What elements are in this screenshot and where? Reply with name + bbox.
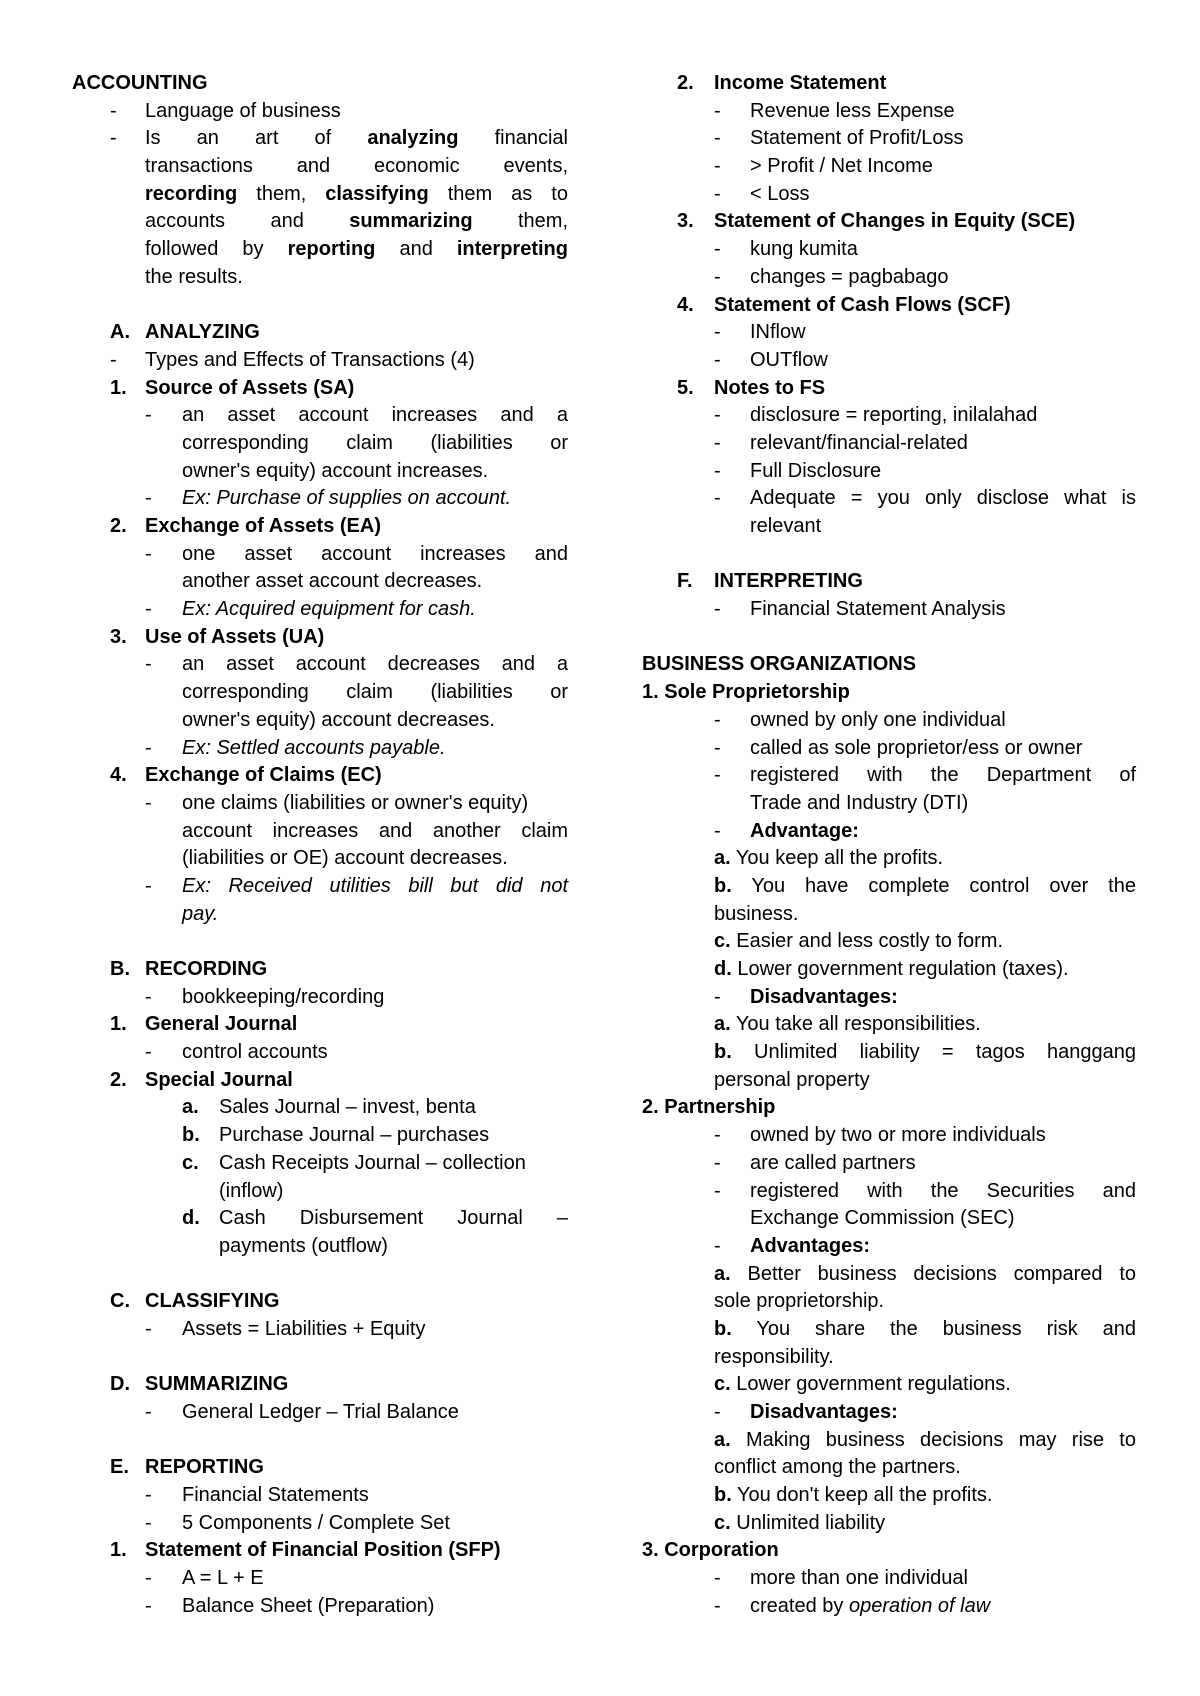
right-line <box>642 98 1136 126</box>
line-text: REPORTING <box>145 1456 264 1479</box>
list-marker: - <box>714 736 721 759</box>
line-text: Ex: Acquired equipment for cash. <box>182 598 476 621</box>
line-text: Exchange Commission (SEC) <box>750 1207 1015 1230</box>
line-text: one claims (liabilities or owner's equity) <box>182 791 529 814</box>
right-line <box>642 1510 1136 1538</box>
blank-line <box>642 624 1136 652</box>
left-line <box>72 1565 568 1593</box>
line-text: c. Unlimited liability <box>714 1511 886 1534</box>
line-text: b. You have complete control over the <box>714 874 1136 897</box>
line-text: Advantage: <box>750 819 859 842</box>
right-line <box>642 928 1136 956</box>
line-text: Cash Receipts Journal – collection <box>219 1151 526 1174</box>
left-line <box>72 1371 568 1399</box>
list-marker: - <box>714 1124 721 1147</box>
right-line <box>642 1039 1136 1067</box>
list-marker: - <box>714 238 721 261</box>
line-text: personal property <box>714 1068 870 1091</box>
line-text: responsibility. <box>714 1345 834 1368</box>
left-line <box>72 1178 568 1206</box>
line-text: pay. <box>182 902 219 925</box>
list-marker: - <box>714 99 721 122</box>
list-marker: 2. <box>677 72 694 94</box>
line-text: recording them, classifying them as to <box>145 182 568 205</box>
right-line <box>642 1261 1136 1289</box>
line-text: (liabilities or OE) account decreases. <box>182 847 508 870</box>
line-text: corresponding claim (liabilities or <box>182 431 568 454</box>
left-line <box>72 513 568 541</box>
right-line <box>642 762 1136 790</box>
line-text: General Journal <box>145 1013 298 1036</box>
list-marker: - <box>714 1234 721 1257</box>
list-marker: 1. <box>110 376 127 399</box>
left-line <box>72 596 568 624</box>
right-line <box>642 1316 1136 1344</box>
line-text: b. You don't keep all the profits. <box>714 1484 993 1507</box>
left-line <box>72 236 568 264</box>
right-line <box>642 1205 1136 1233</box>
left-line <box>72 1482 568 1510</box>
list-marker: - <box>714 321 721 344</box>
left-line <box>72 1593 568 1621</box>
line-text: Statement of Financial Position (SFP) <box>145 1539 501 1562</box>
left-line <box>72 153 568 181</box>
line-text: Language of business <box>145 99 341 122</box>
left-line <box>72 901 568 929</box>
right-line <box>642 956 1136 984</box>
right-line <box>642 596 1136 624</box>
list-marker: - <box>145 1567 152 1590</box>
left-line <box>72 818 568 846</box>
right-line <box>642 458 1136 486</box>
list-marker: - <box>714 819 721 842</box>
line-text: a. Making business decisions may rise to <box>714 1428 1136 1451</box>
line-text: 5 Components / Complete Set <box>182 1511 450 1534</box>
line-text: owner's equity) account increases. <box>182 459 489 482</box>
line-text: business. <box>714 902 799 925</box>
left-line <box>72 541 568 569</box>
left-line <box>72 956 568 984</box>
line-text: conflict among the partners. <box>714 1456 961 1479</box>
line-text: d. Lower government regulation (taxes). <box>714 958 1069 980</box>
list-marker: - <box>145 542 152 565</box>
list-marker: 1. <box>110 1539 127 1562</box>
line-text: owned by only one individual <box>750 708 1006 731</box>
right-line <box>642 125 1136 153</box>
line-text: followed by reporting and interpreting <box>145 238 568 261</box>
line-text: Financial Statement Analysis <box>750 598 1006 621</box>
line-text: Disadvantages: <box>750 985 898 1008</box>
right-line <box>642 901 1136 929</box>
right-line <box>642 1371 1136 1399</box>
line-text: transactions and economic events, <box>145 155 568 178</box>
left-line <box>72 1233 568 1261</box>
right-line <box>642 181 1136 209</box>
right-line <box>642 1233 1136 1261</box>
left-line <box>72 1122 568 1150</box>
list-marker: - <box>145 1484 152 1507</box>
left-line <box>72 651 568 679</box>
list-marker: - <box>714 459 721 482</box>
line-text: Special Journal <box>145 1068 293 1091</box>
left-line <box>72 873 568 901</box>
left-line <box>72 264 568 292</box>
list-marker: - <box>145 736 152 759</box>
line-text: Income Statement <box>714 72 887 94</box>
left-line <box>72 70 568 98</box>
list-marker: 4. <box>110 764 127 787</box>
blank-line <box>72 292 568 320</box>
left-line <box>72 347 568 375</box>
left-line <box>72 402 568 430</box>
line-text: an asset account increases and a <box>182 404 568 427</box>
left-line <box>72 1150 568 1178</box>
line-text: c. Lower government regulations. <box>714 1373 1011 1396</box>
line-text: more than one individual <box>750 1567 968 1590</box>
line-text: A = L + E <box>182 1567 264 1590</box>
left-line <box>72 1205 568 1233</box>
line-text: an asset account decreases and a <box>182 653 568 676</box>
line-text: 1. Sole Proprietorship <box>642 681 850 704</box>
list-marker: - <box>145 487 152 510</box>
right-line <box>642 845 1136 873</box>
blank-line <box>72 1261 568 1289</box>
left-line <box>72 1537 568 1565</box>
right-line <box>642 1427 1136 1455</box>
list-marker: 1. <box>110 1013 127 1036</box>
line-text: sole proprietorship. <box>714 1290 885 1313</box>
line-text: disclosure = reporting, inilalahad <box>750 404 1038 427</box>
left-line <box>72 208 568 236</box>
blank-line <box>72 1344 568 1372</box>
line-text: < Loss <box>750 182 810 205</box>
line-text: c. Easier and less costly to form. <box>714 930 1004 953</box>
line-text: payments (outflow) <box>219 1234 388 1257</box>
left-line <box>72 1288 568 1316</box>
line-text: b. You share the business risk and <box>714 1317 1136 1340</box>
list-marker: - <box>714 127 721 150</box>
left-line <box>72 458 568 486</box>
list-marker: - <box>714 1401 721 1423</box>
list-marker: - <box>110 99 117 122</box>
line-text: Exchange of Claims (EC) <box>145 764 382 787</box>
line-text: Source of Assets (SA) <box>145 376 355 399</box>
list-marker: - <box>714 155 721 178</box>
list-marker: 2. <box>110 515 127 537</box>
line-text: accounts and summarizing them, <box>145 210 568 233</box>
left-line <box>72 181 568 209</box>
line-text: corresponding claim (liabilities or <box>182 681 568 704</box>
line-text: 3. Corporation <box>642 1539 779 1562</box>
right-line <box>642 375 1136 403</box>
list-marker: - <box>145 598 152 621</box>
right-line <box>642 1344 1136 1372</box>
list-marker: d. <box>182 1207 200 1230</box>
left-line <box>72 679 568 707</box>
list-marker: - <box>714 265 721 288</box>
list-marker: - <box>714 985 721 1008</box>
right-line <box>642 485 1136 513</box>
line-text: a. You keep all the profits. <box>714 847 944 870</box>
left-line <box>72 790 568 818</box>
right-line <box>642 264 1136 292</box>
list-marker: - <box>714 598 721 621</box>
line-text: Ex: Purchase of supplies on account. <box>182 487 512 510</box>
blank-line <box>642 541 1136 569</box>
list-marker: - <box>714 764 721 787</box>
line-text: b. Unlimited liability = tagos hanggang <box>714 1041 1136 1064</box>
blank-line <box>72 928 568 956</box>
line-text: control accounts <box>182 1041 328 1064</box>
right-column <box>642 70 1136 1621</box>
line-text: owner's equity) account decreases. <box>182 708 495 731</box>
line-text: OUTflow <box>750 348 828 371</box>
line-text: Cash Disbursement Journal – <box>219 1207 568 1230</box>
list-marker: b. <box>182 1124 200 1147</box>
right-line <box>642 1593 1136 1621</box>
right-line <box>642 430 1136 458</box>
line-text: BUSINESS ORGANIZATIONS <box>642 653 917 676</box>
left-line <box>72 319 568 347</box>
right-line <box>642 790 1136 818</box>
list-marker: F. <box>677 570 693 593</box>
line-text: INflow <box>750 321 806 344</box>
line-text: Revenue less Expense <box>750 99 955 122</box>
list-marker: 3. <box>677 210 694 233</box>
list-marker: - <box>145 653 152 676</box>
right-line <box>642 347 1136 375</box>
line-text: another asset account decreases. <box>182 570 483 593</box>
left-line <box>72 1067 568 1095</box>
list-marker: - <box>145 874 152 897</box>
list-marker: - <box>145 1594 152 1617</box>
left-line <box>72 1510 568 1538</box>
line-text: bookkeeping/recording <box>182 985 385 1008</box>
list-marker: A. <box>110 321 130 344</box>
left-line <box>72 762 568 790</box>
line-text: Statement of Changes in Equity (SCE) <box>714 210 1076 233</box>
line-text: Full Disclosure <box>750 459 882 482</box>
left-line <box>72 485 568 513</box>
list-marker: - <box>714 1567 721 1590</box>
list-marker: - <box>714 348 721 371</box>
line-text: > Profit / Net Income <box>750 155 933 178</box>
line-text: Statement of Profit/Loss <box>750 127 964 150</box>
right-line <box>642 1178 1136 1206</box>
list-marker: - <box>145 985 152 1008</box>
list-marker: 2. <box>110 1068 127 1091</box>
left-line <box>72 1011 568 1039</box>
right-line <box>642 513 1136 541</box>
line-text: registered with the Department of <box>750 764 1136 787</box>
list-marker: - <box>714 431 721 454</box>
right-line <box>642 1482 1136 1510</box>
right-line <box>642 236 1136 264</box>
left-line <box>72 1399 568 1427</box>
right-line <box>642 1537 1136 1565</box>
line-text: Types and Effects of Transactions (4) <box>145 348 475 371</box>
line-text: Advantages: <box>750 1234 871 1257</box>
left-line <box>72 125 568 153</box>
right-line <box>642 1454 1136 1482</box>
line-text: created by operation of law <box>750 1594 991 1617</box>
line-text: ANALYZING <box>145 321 260 344</box>
right-line <box>642 402 1136 430</box>
line-text: Assets = Liabilities + Equity <box>182 1317 426 1340</box>
right-line <box>642 1067 1136 1095</box>
list-marker: - <box>145 791 152 814</box>
list-marker: - <box>145 404 152 427</box>
right-line <box>642 319 1136 347</box>
list-marker: 4. <box>677 293 694 316</box>
right-line <box>642 818 1136 846</box>
right-line <box>642 1399 1136 1427</box>
line-text: INTERPRETING <box>714 570 863 593</box>
line-text: Ex: Received utilities bill but did not <box>182 874 568 897</box>
line-text: Adequate = you only disclose what is <box>750 487 1136 510</box>
list-marker: - <box>714 182 721 205</box>
line-text: General Ledger – Trial Balance <box>182 1401 459 1423</box>
line-text: relevant <box>750 515 822 537</box>
list-marker: E. <box>110 1456 129 1479</box>
left-line <box>72 735 568 763</box>
right-line <box>642 568 1136 596</box>
right-line <box>642 1094 1136 1122</box>
right-line <box>642 707 1136 735</box>
line-text: RECORDING <box>145 958 268 980</box>
left-line <box>72 375 568 403</box>
list-marker: B. <box>110 958 130 980</box>
list-marker: - <box>714 1179 721 1202</box>
line-text: Trade and Industry (DTI) <box>750 791 969 814</box>
line-text: are called partners <box>750 1151 916 1174</box>
line-text: Ex: Settled accounts payable. <box>182 736 446 759</box>
left-line <box>72 568 568 596</box>
right-line <box>642 873 1136 901</box>
line-text: Statement of Cash Flows (SCF) <box>714 293 1011 316</box>
list-marker: - <box>145 1511 152 1534</box>
list-marker: - <box>145 1041 152 1064</box>
line-text: (inflow) <box>219 1179 284 1202</box>
line-text: 2. Partnership <box>642 1096 776 1119</box>
line-text: registered with the Securities and <box>750 1179 1136 1202</box>
blank-line <box>72 1427 568 1455</box>
line-text: Is an art of analyzing financial <box>145 127 568 150</box>
right-line <box>642 679 1136 707</box>
left-line <box>72 1316 568 1344</box>
list-marker: - <box>145 1401 152 1423</box>
list-marker: 5. <box>677 376 694 399</box>
list-marker: - <box>110 348 117 371</box>
line-text: the results. <box>145 265 243 288</box>
right-line <box>642 1565 1136 1593</box>
line-text: owned by two or more individuals <box>750 1124 1046 1147</box>
list-marker: D. <box>110 1373 130 1396</box>
line-text: changes = pagbabago <box>750 265 949 288</box>
left-column <box>72 70 568 1621</box>
line-text: Purchase Journal – purchases <box>219 1124 490 1147</box>
list-marker: c. <box>182 1151 199 1174</box>
right-line <box>642 292 1136 320</box>
list-marker: - <box>145 1317 152 1340</box>
line-text: Disadvantages: <box>750 1401 898 1423</box>
left-line <box>72 845 568 873</box>
line-text: Sales Journal – invest, benta <box>219 1096 476 1119</box>
left-line <box>72 1039 568 1067</box>
left-line <box>72 984 568 1012</box>
line-text: Notes to FS <box>714 376 826 399</box>
list-marker: 3. <box>110 625 127 648</box>
line-text: Exchange of Assets (EA) <box>145 515 381 537</box>
right-line <box>642 984 1136 1012</box>
left-line <box>72 624 568 652</box>
line-text: Use of Assets (UA) <box>145 625 325 648</box>
line-text: a. Better business decisions compared to <box>714 1262 1136 1285</box>
right-line <box>642 735 1136 763</box>
line-text: ACCOUNTING <box>72 72 208 94</box>
list-marker: C. <box>110 1290 130 1313</box>
line-text: relevant/financial-related <box>750 431 968 454</box>
list-marker: a. <box>182 1096 199 1119</box>
line-text: Financial Statements <box>182 1484 369 1507</box>
right-line <box>642 1011 1136 1039</box>
right-line <box>642 153 1136 181</box>
right-line <box>642 1150 1136 1178</box>
left-line <box>72 1094 568 1122</box>
right-line <box>642 208 1136 236</box>
list-marker: - <box>714 708 721 731</box>
right-line <box>642 651 1136 679</box>
line-text: Balance Sheet (Preparation) <box>182 1594 435 1617</box>
list-marker: - <box>110 127 117 150</box>
line-text: called as sole proprietor/ess or owner <box>750 736 1083 759</box>
list-marker: - <box>714 1594 721 1617</box>
right-line <box>642 1122 1136 1150</box>
line-text: SUMMARIZING <box>145 1373 289 1396</box>
left-line <box>72 98 568 126</box>
list-marker: - <box>714 404 721 427</box>
line-text: account increases and another claim <box>182 819 568 842</box>
left-line <box>72 430 568 458</box>
list-marker: - <box>714 487 721 510</box>
left-line <box>72 707 568 735</box>
line-text: CLASSIFYING <box>145 1290 280 1313</box>
line-text: one asset account increases and <box>182 542 568 565</box>
line-text: a. You take all responsibilities. <box>714 1013 981 1036</box>
list-marker: - <box>714 1151 721 1174</box>
right-line <box>642 1288 1136 1316</box>
line-text: kung kumita <box>750 238 858 261</box>
left-line <box>72 1454 568 1482</box>
right-line <box>642 70 1136 98</box>
